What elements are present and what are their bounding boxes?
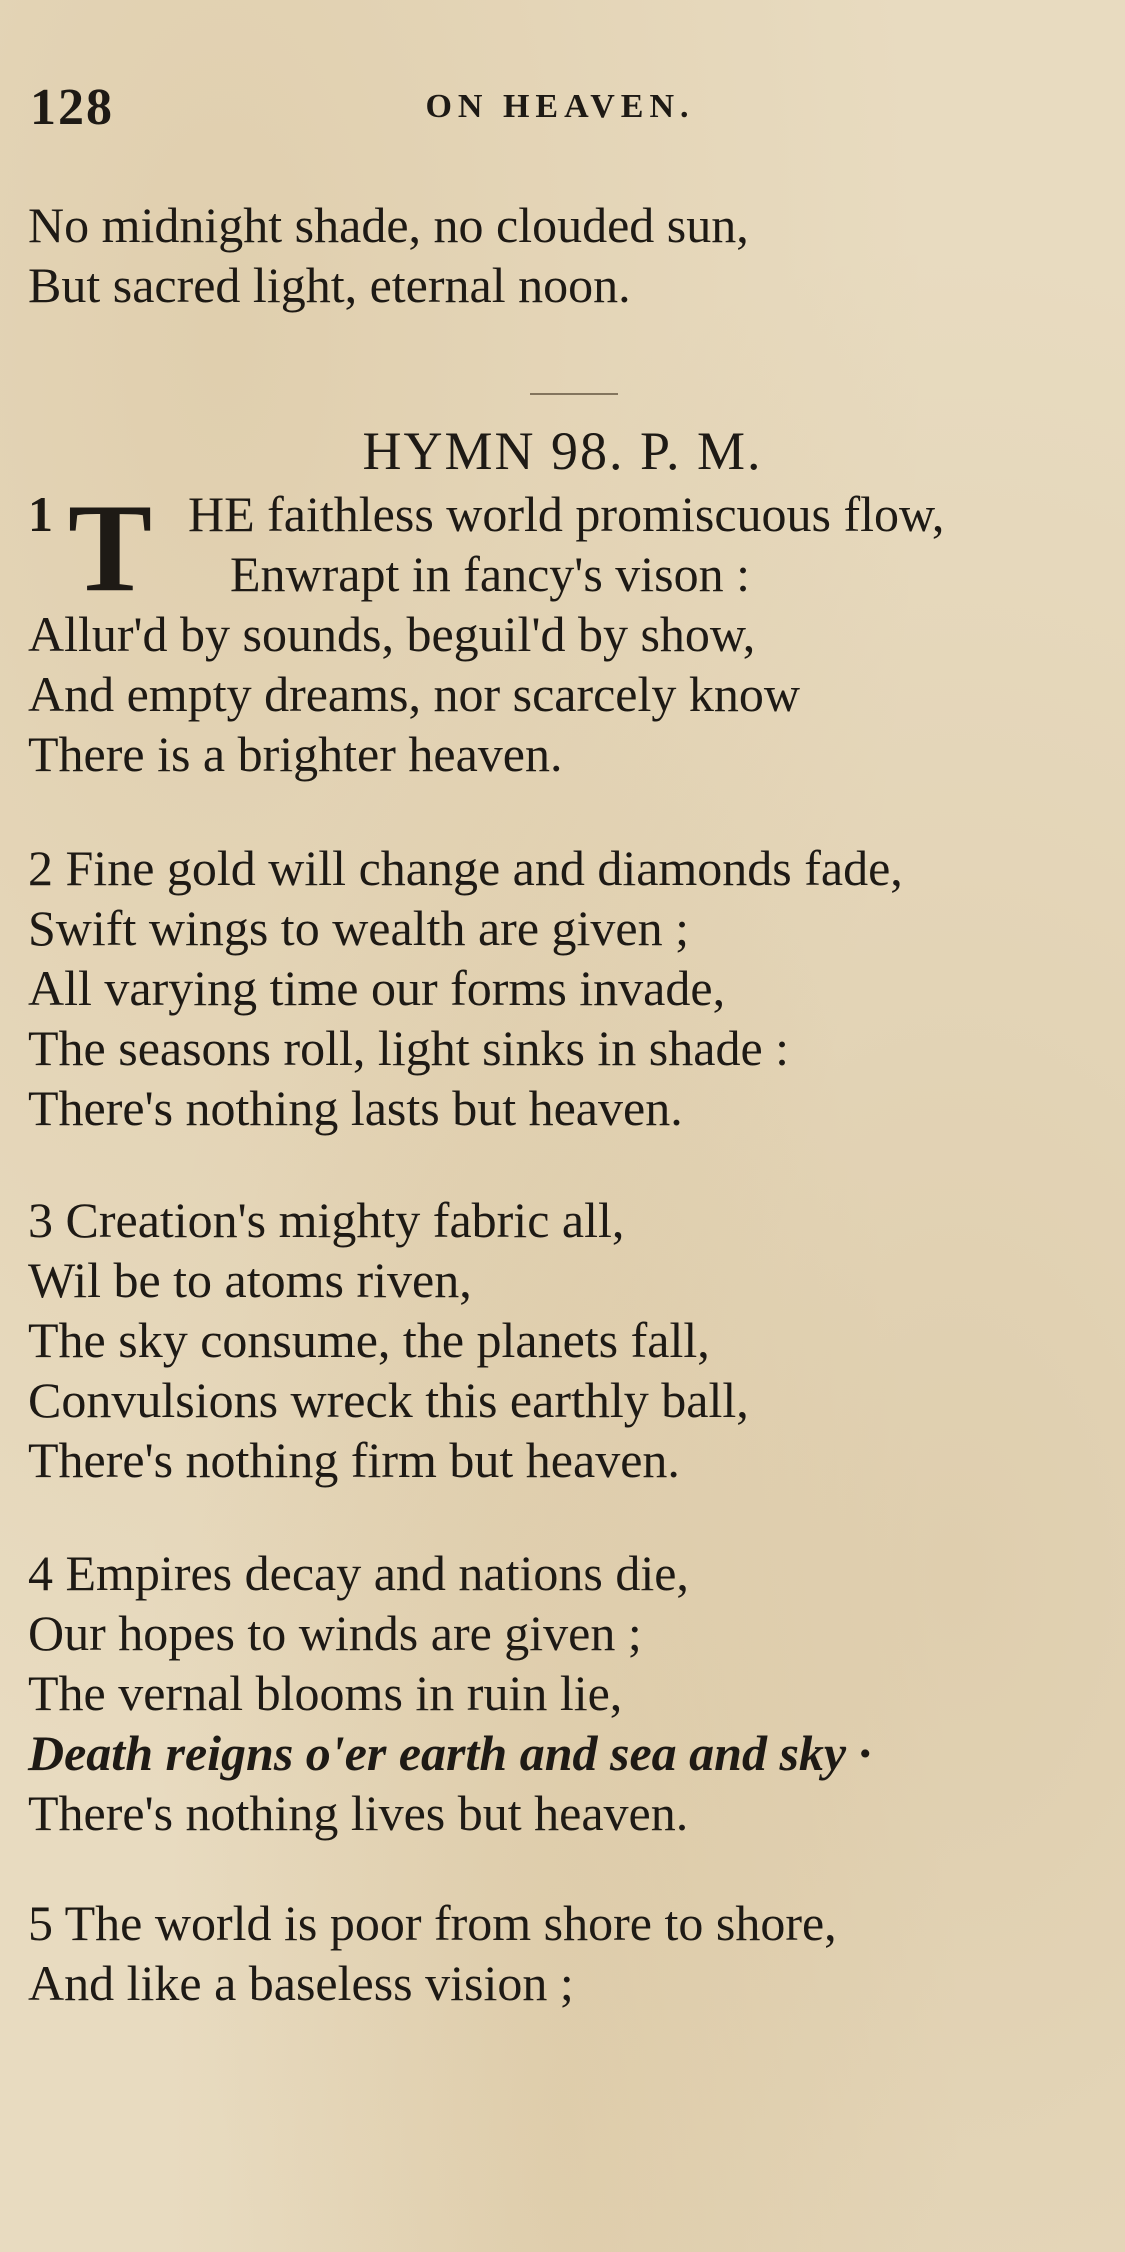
verse-number: 5	[28, 1895, 53, 1951]
text-line: The sky consume, the planets fall,	[28, 1312, 710, 1368]
verse-line	[28, 838, 903, 898]
verse-number: 1	[28, 486, 53, 542]
text-line: All varying time our forms invade,	[28, 960, 726, 1016]
text-line: Death reigns o'er earth and sea and sky ·	[28, 1725, 872, 1781]
verse-number: 3	[28, 1192, 53, 1248]
text-line: Enwrapt in fancy's vison :	[230, 546, 751, 602]
text-line: Creation's mighty fabric all,	[65, 1192, 625, 1248]
text-line: The vernal blooms in ruin lie,	[28, 1665, 623, 1721]
text-line: There's nothing lasts but heaven.	[28, 1080, 683, 1136]
text-line: The seasons roll, light sinks in shade :	[28, 1020, 790, 1076]
running-head: ON HEAVEN.	[425, 88, 695, 125]
text-line: Empires decay and nations die,	[65, 1545, 689, 1601]
text-line: Our hopes to winds are given ;	[28, 1605, 642, 1661]
text-line: HE faithless world promiscuous flow,	[188, 486, 945, 542]
text-line: But sacred light, eternal noon.	[28, 257, 631, 313]
verse-line	[28, 1893, 837, 1953]
verse-line	[28, 1190, 624, 1250]
drop-cap: T	[68, 479, 153, 618]
section-divider	[530, 393, 618, 395]
page-header	[30, 78, 1090, 138]
text-line: And empty dreams, nor scarcely know	[28, 666, 800, 722]
text-line: Swift wings to wealth are given ;	[28, 900, 689, 956]
text-line: And like a baseless vision ;	[28, 1955, 574, 2011]
text-line: Fine gold will change and diamonds fade,	[65, 840, 903, 896]
hymn-title: HYMN 98. P. M.	[362, 421, 763, 481]
text-line: There is a brighter heaven.	[28, 726, 563, 782]
verse-number: 2	[28, 840, 53, 896]
text-line: The world is poor from shore to shore,	[64, 1895, 837, 1951]
verse-line	[28, 1543, 689, 1603]
page-number: 128	[30, 79, 114, 136]
verse-number: 4	[28, 1545, 53, 1601]
text-line: There's nothing lives but heaven.	[28, 1785, 689, 1841]
text-line: There's nothing firm but heaven.	[28, 1432, 680, 1488]
text-line: No midnight shade, no clouded sun,	[28, 197, 749, 253]
text-line: Wil be to atoms riven,	[28, 1252, 472, 1308]
text-line: Allur'd by sounds, beguil'd by show,	[28, 606, 756, 662]
text-line: Convulsions wreck this earthly ball,	[28, 1372, 749, 1428]
